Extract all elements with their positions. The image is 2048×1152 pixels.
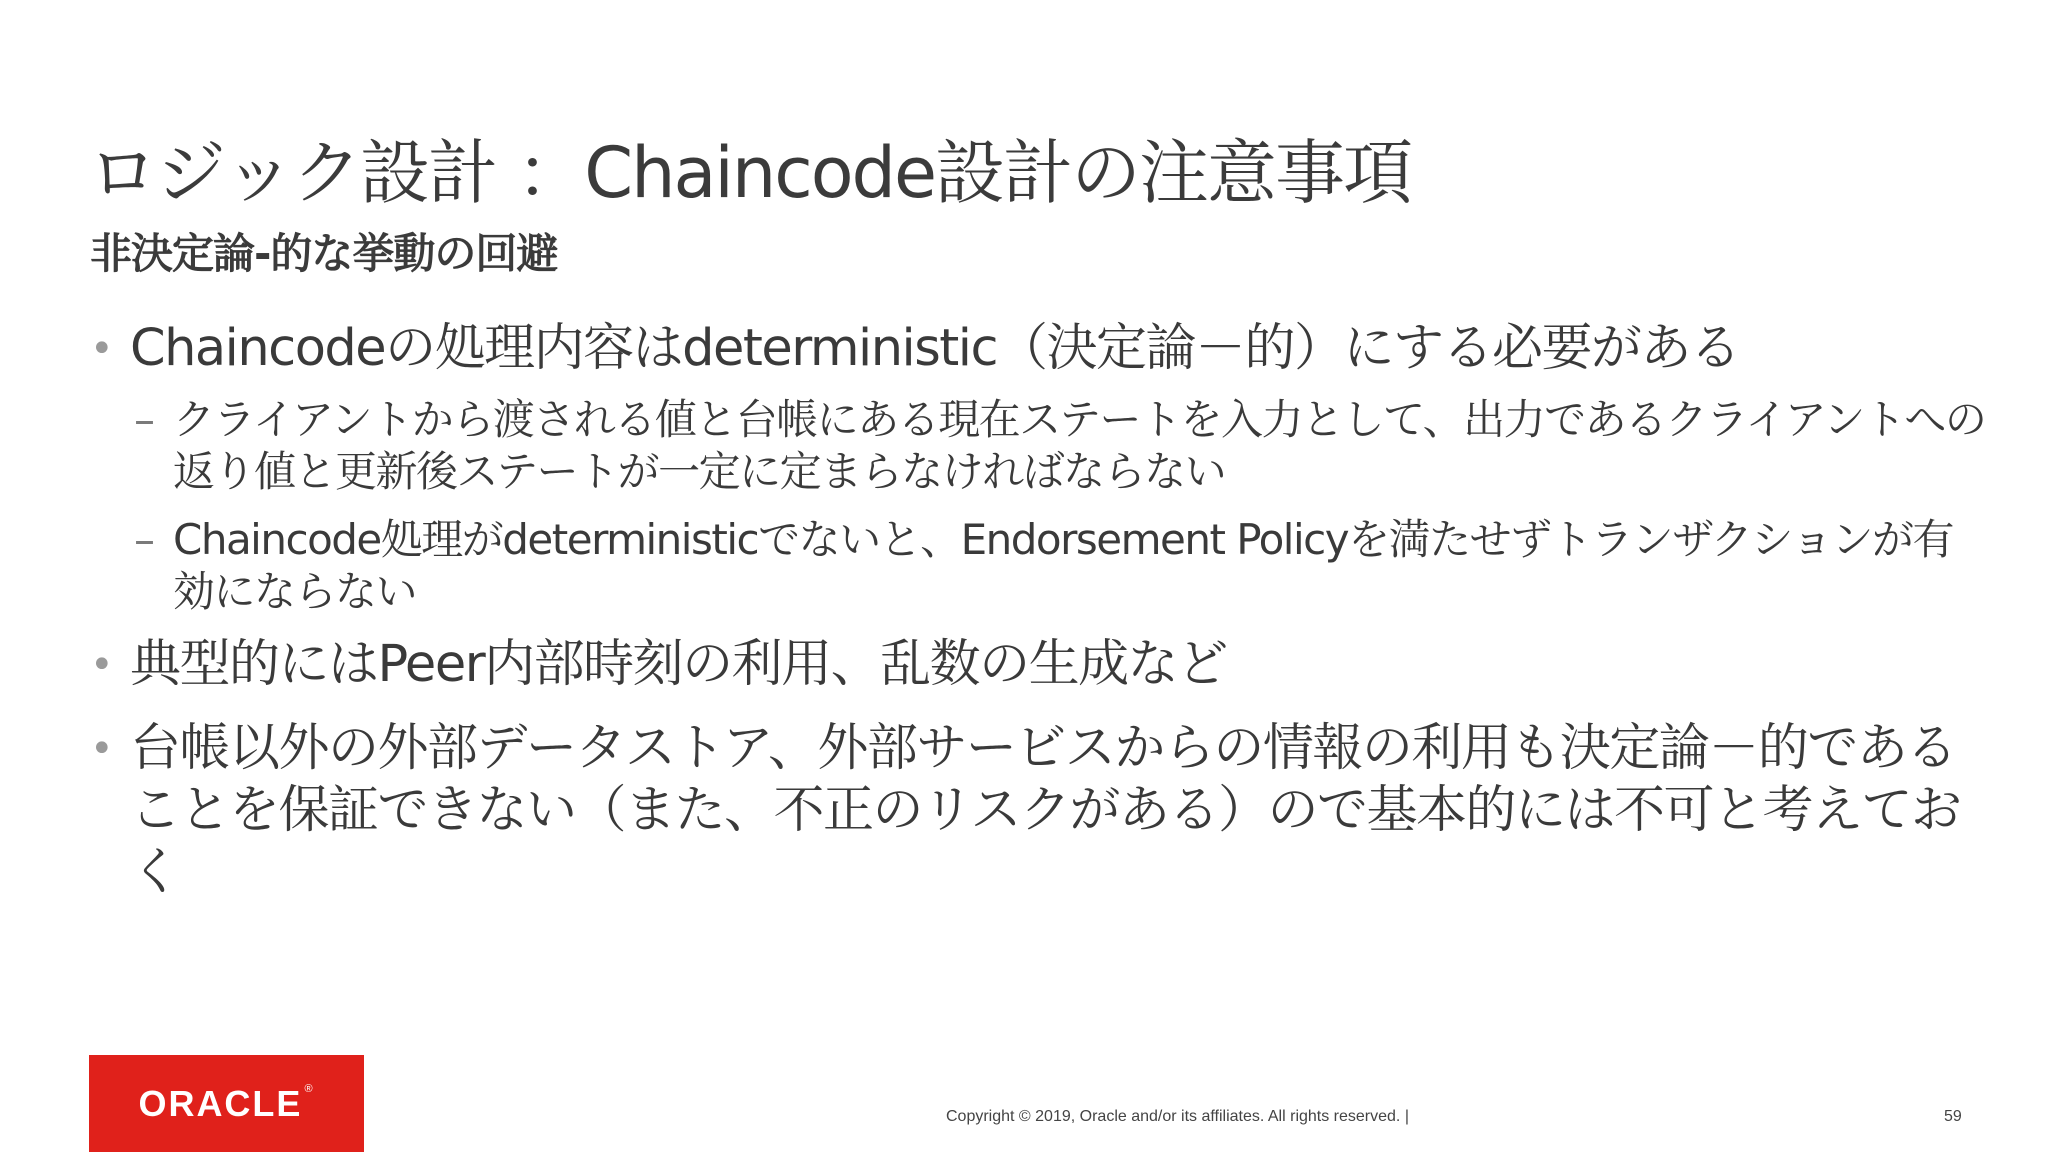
slide-title: ロジック設計 ：Chaincode設計の注意事項 [88, 132, 1412, 214]
bullet-marker: • [90, 642, 113, 688]
bullet-text: Chaincodeの処理内容はdeterministic（決定論－的）にする必要がある [130, 319, 1740, 378]
logo-text: ORACLE ® [138, 1082, 315, 1124]
sub-bullet-item [90, 514, 1990, 618]
bullet-text: 典型的にはPeer内部時刻の利用、乱数の生成など [130, 635, 1227, 694]
sub-bullet-text: クライアントから渡される値と台帳にある現在ステートを入力として、出力であるクライアントへの返り値と更新後ステートが一定に定まらなければならない [173, 395, 1986, 496]
bullet-marker: • [90, 326, 113, 372]
sub-bullet-marker: – [134, 515, 154, 564]
copyright-footer: Copyright © 2019, Oracle and/or its affiliates. All rights reserved. | [946, 1108, 1409, 1125]
bullet-item [90, 318, 1990, 380]
bullet-item [90, 718, 1990, 904]
sub-bullet-item [90, 394, 1990, 498]
slide-subtitle: 非決定論-的な挙動の回避 [90, 229, 558, 278]
sub-bullet-marker: – [134, 395, 154, 444]
slide-content [90, 318, 1990, 904]
bullet-item [90, 634, 1990, 696]
sub-bullet-text: Chaincode処理がdeterministicでないと、Endorsement Policyを満たせずトランザクションが有効にならない [173, 515, 1954, 616]
bullet-marker: • [90, 726, 113, 772]
oracle-logo [89, 1055, 364, 1152]
page-number: 59 [1944, 1108, 1962, 1125]
bullet-text: 台帳以外の外部データストア、外部サービスからの情報の利用も決定論－的であることを保証できない（また、不正のリスクがある）ので基本的には不可と考えておく [130, 719, 1961, 902]
